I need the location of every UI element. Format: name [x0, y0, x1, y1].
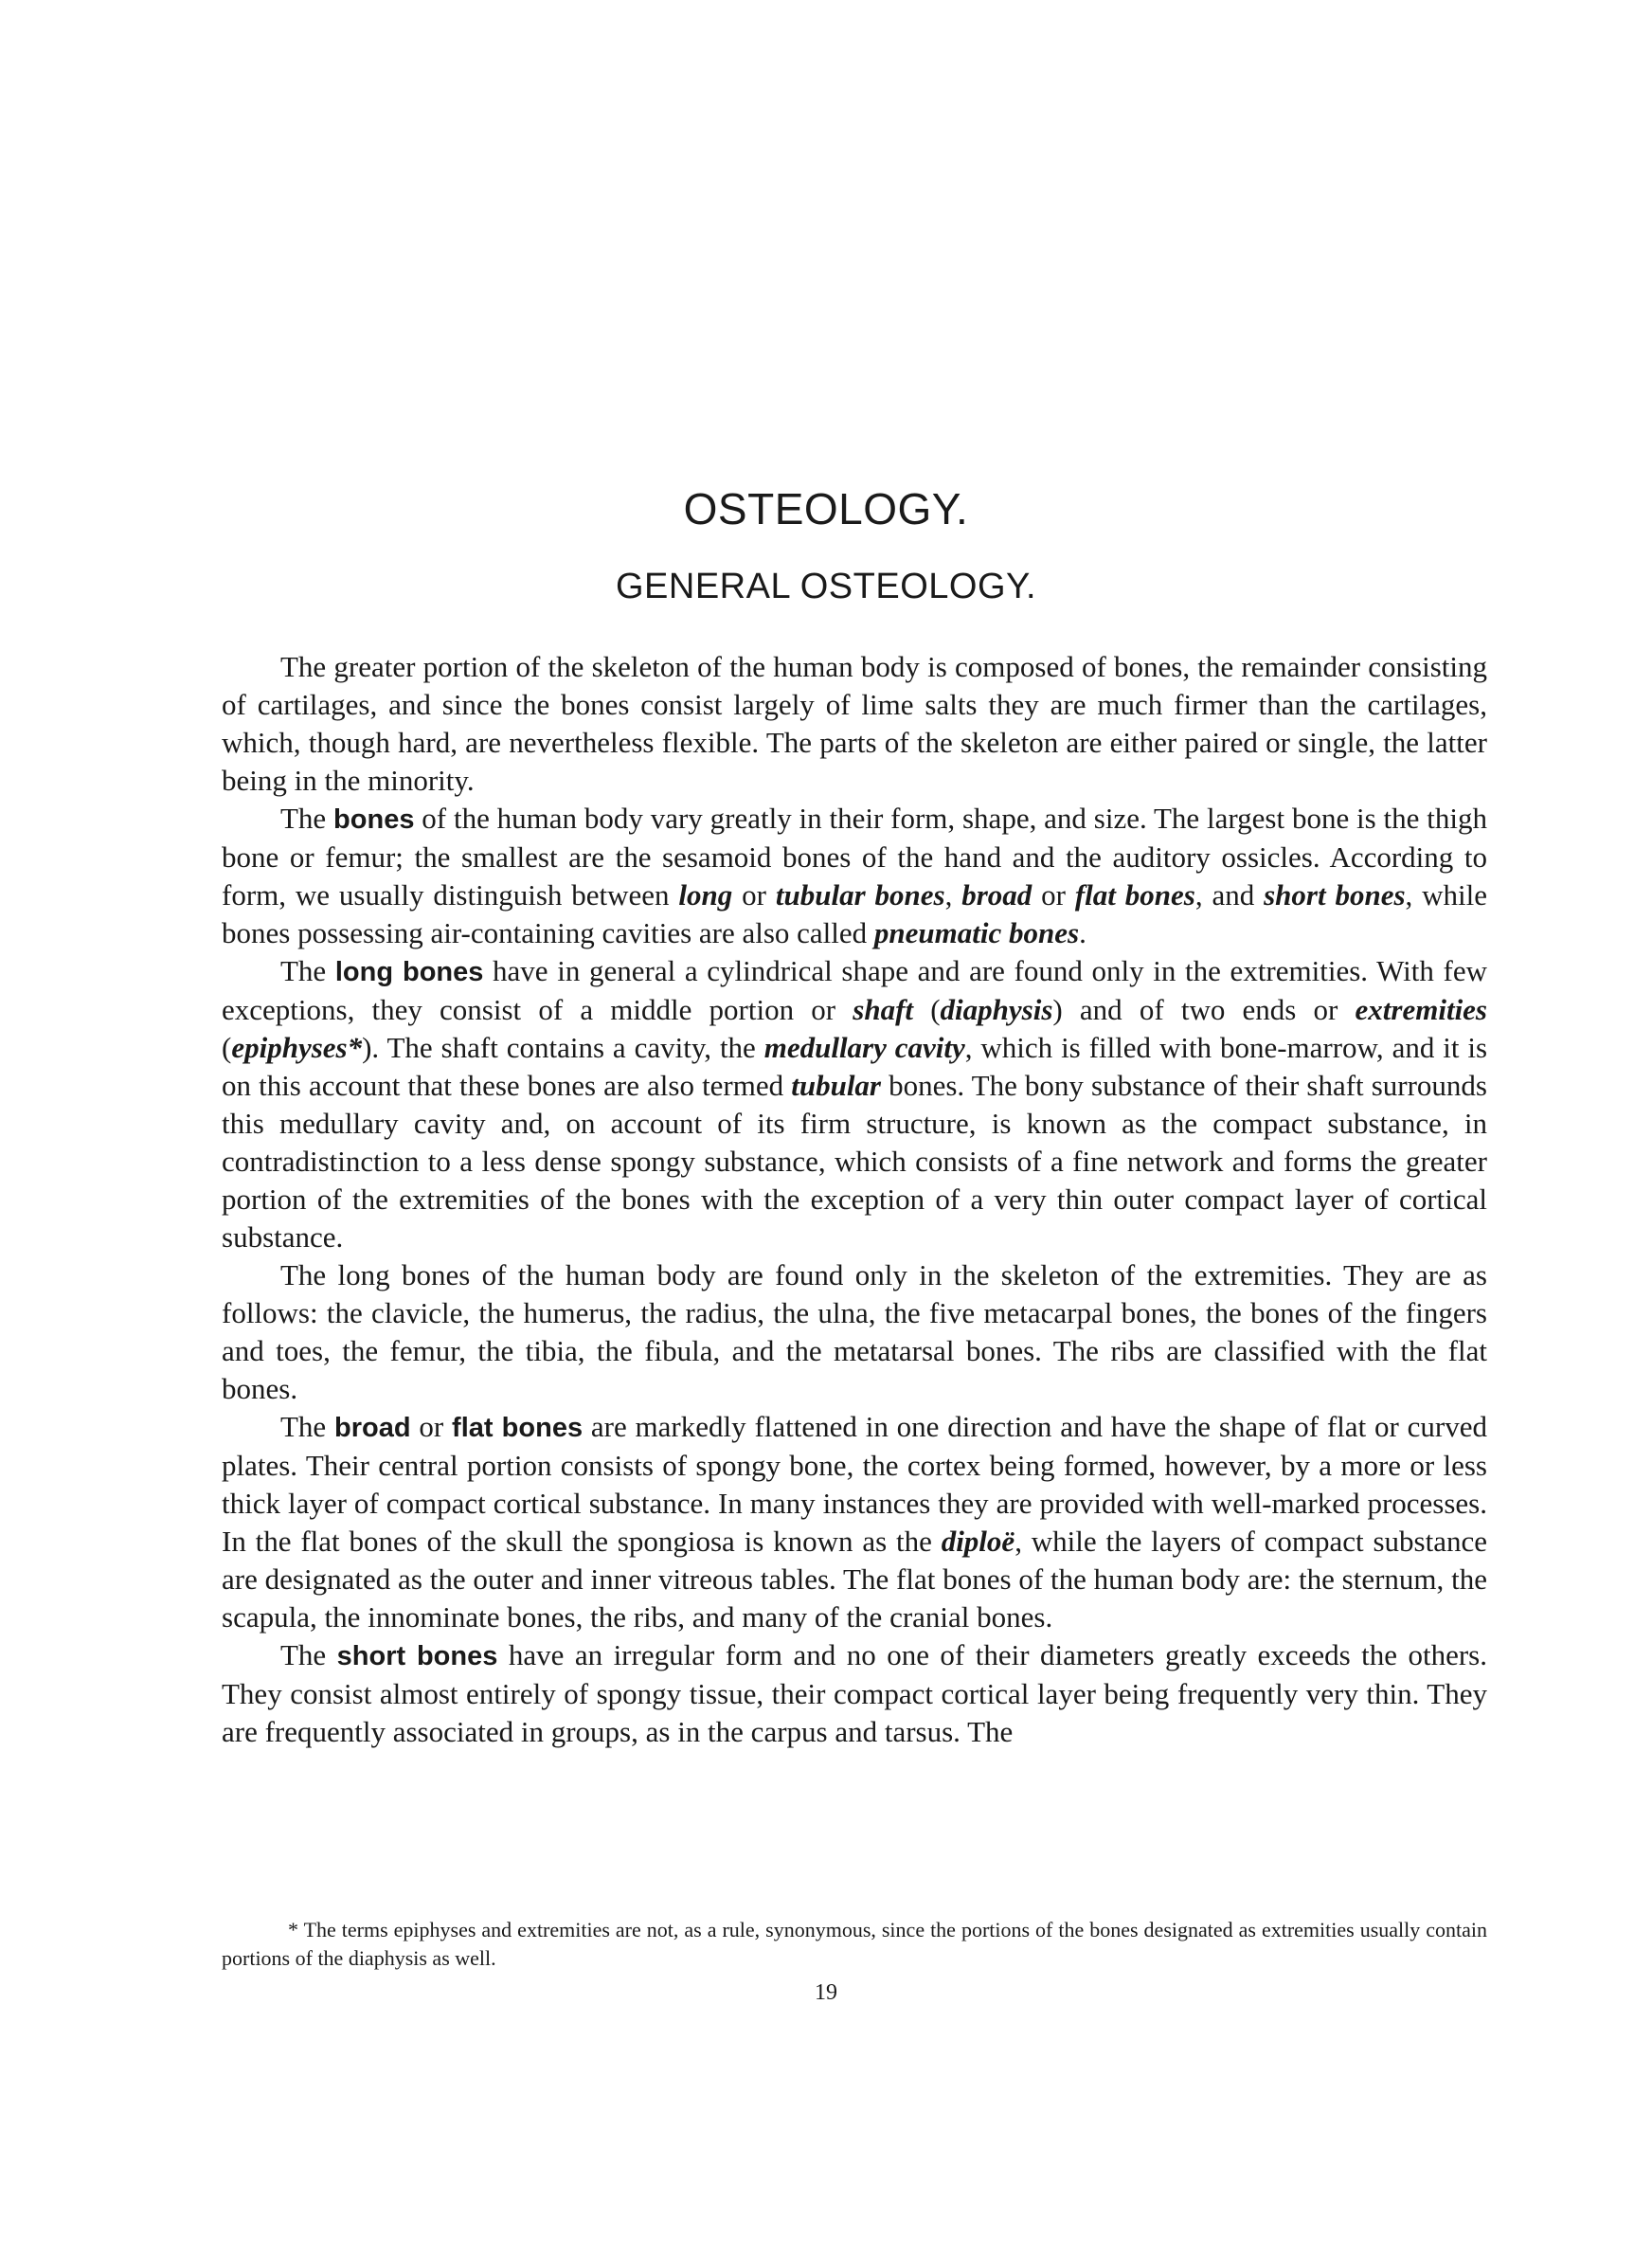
bold-term: short bones: [336, 1641, 498, 1671]
italic-term: medullary cavity: [763, 1031, 965, 1064]
paragraph-3: [222, 952, 1487, 1256]
bold-term: bones: [333, 804, 415, 835]
italic-term: tubular: [791, 1069, 881, 1102]
text-run: ). The shaft contains a cavity, the: [362, 1031, 764, 1064]
italic-term: diaphysis: [940, 993, 1053, 1026]
text-run: The greater portion of the skeleton of the human body is composed of bones, the remainder consisting of cartilages, and since the bones consist largely of lime salts they are much firmer than the cartilages, which, though hard, are nevertheless flexible. The parts of the skeleton are either paired or single, the latter being in the minority.: [222, 650, 1487, 797]
bold-term: broad: [334, 1413, 411, 1443]
paragraph-6: [222, 1636, 1487, 1751]
italic-term: diploë: [941, 1525, 1015, 1558]
text-run: have in general a cylindrical shape and are found only in the extremities. With few exceptions, they consist of a middle portion or: [222, 954, 1487, 1026]
italic-term: extremities: [1355, 993, 1488, 1026]
bold-term: long bones: [334, 957, 484, 987]
italic-term: pneumatic bones: [873, 916, 1080, 949]
text-run: .: [1079, 916, 1086, 949]
text-run: or: [410, 1410, 453, 1443]
italic-term: epiphyses*: [231, 1031, 363, 1064]
paragraph-5: [222, 1408, 1487, 1636]
text-run: The: [280, 954, 335, 987]
italic-term: long: [678, 878, 733, 912]
text-run: or: [732, 878, 776, 912]
paragraph-1: [222, 648, 1487, 800]
section-heading: GENERAL OSTEOLOGY.: [615, 567, 1037, 606]
body-text: [222, 648, 1487, 1751]
text-run: are markedly flattened in one direction and have the shape of flat or curved plates. Their central portion consists of spongy bone, the cortex being formed, however, by a more or less thick layer of compact cortical substance. In many instances they are provided with well-marked processes. In the flat bones of the skull the spongiosa is known as the: [222, 1410, 1487, 1558]
paragraph-4: [222, 1256, 1487, 1408]
text-run: , while bones possessing air-containing cavities are also called: [222, 878, 1488, 949]
text-run: , which is filled with bone-marrow, and it is on this account that these bones are also termed: [222, 1031, 1488, 1102]
text-run: ,: [944, 878, 962, 912]
text-run: The: [280, 802, 334, 835]
bold-term: flat bones: [452, 1413, 584, 1443]
page-number: 19: [815, 1980, 837, 2005]
text-run: , while the layers of compact substance are designated as the outer and inner vitreous tables. The flat bones of the human body are: the sternum, the scapula, the innominate bones, the ribs, and many of the cranial bones.: [222, 1525, 1487, 1634]
text-run: The: [280, 1410, 335, 1443]
italic-term: shaft: [853, 993, 914, 1026]
italic-term: flat bones: [1074, 878, 1195, 912]
page-title: OSTEOLOGY.: [683, 484, 969, 533]
text-run: bones. The bony substance of their shaft surrounds this medullary cavity and, on account of its firm structure, is known as the compact substance, in contradistinction to a less dense spongy substance, which consists of a fine network and forms the greater portion of the extremities of the bones with the exception of a very thin outer compact layer of cortical substance.: [222, 1069, 1487, 1254]
text-run: have an irregular form and no one of their diameters greatly exceeds the others. They consist almost entirely of spongy tissue, their compact cortical layer being frequently very thin. They are frequently associated in groups, as in the carpus and tarsus. The: [222, 1638, 1487, 1748]
text-run: , and: [1194, 878, 1265, 912]
paragraph-2: [222, 800, 1487, 952]
italic-term: broad: [961, 878, 1032, 912]
text-run: (: [913, 993, 941, 1026]
text-run: The long bones of the human body are found only in the skeleton of the extremities. They are as follows: the clavicle, the humerus, the radius, the ulna, the five metacarpal bones, the bones of the fingers and toes, the femur, the tibia, the fibula, and the metatarsal bones. The ribs are classified with the flat bones.: [222, 1258, 1487, 1405]
text-run: ) and of two ends or: [1052, 993, 1356, 1026]
footnote: * The terms epiphyses and extremities are not, as a rule, synonymous, since the portions of the bones designated as extremities usually contain portions of the diaphysis as well.: [222, 1918, 1487, 1970]
text-run: The: [280, 1638, 337, 1671]
italic-term: short bones: [1264, 878, 1406, 912]
text-run: or: [1032, 878, 1075, 912]
text-run: of the human body vary greatly in their form, shape, and size. The largest bone is the thigh bone or femur; the smallest are the sesamoid bones of the hand and the auditory ossicles. According to form, we usually distinguish between: [222, 802, 1487, 912]
text-run: (: [222, 1031, 232, 1064]
italic-term: tubular bones: [775, 878, 945, 912]
